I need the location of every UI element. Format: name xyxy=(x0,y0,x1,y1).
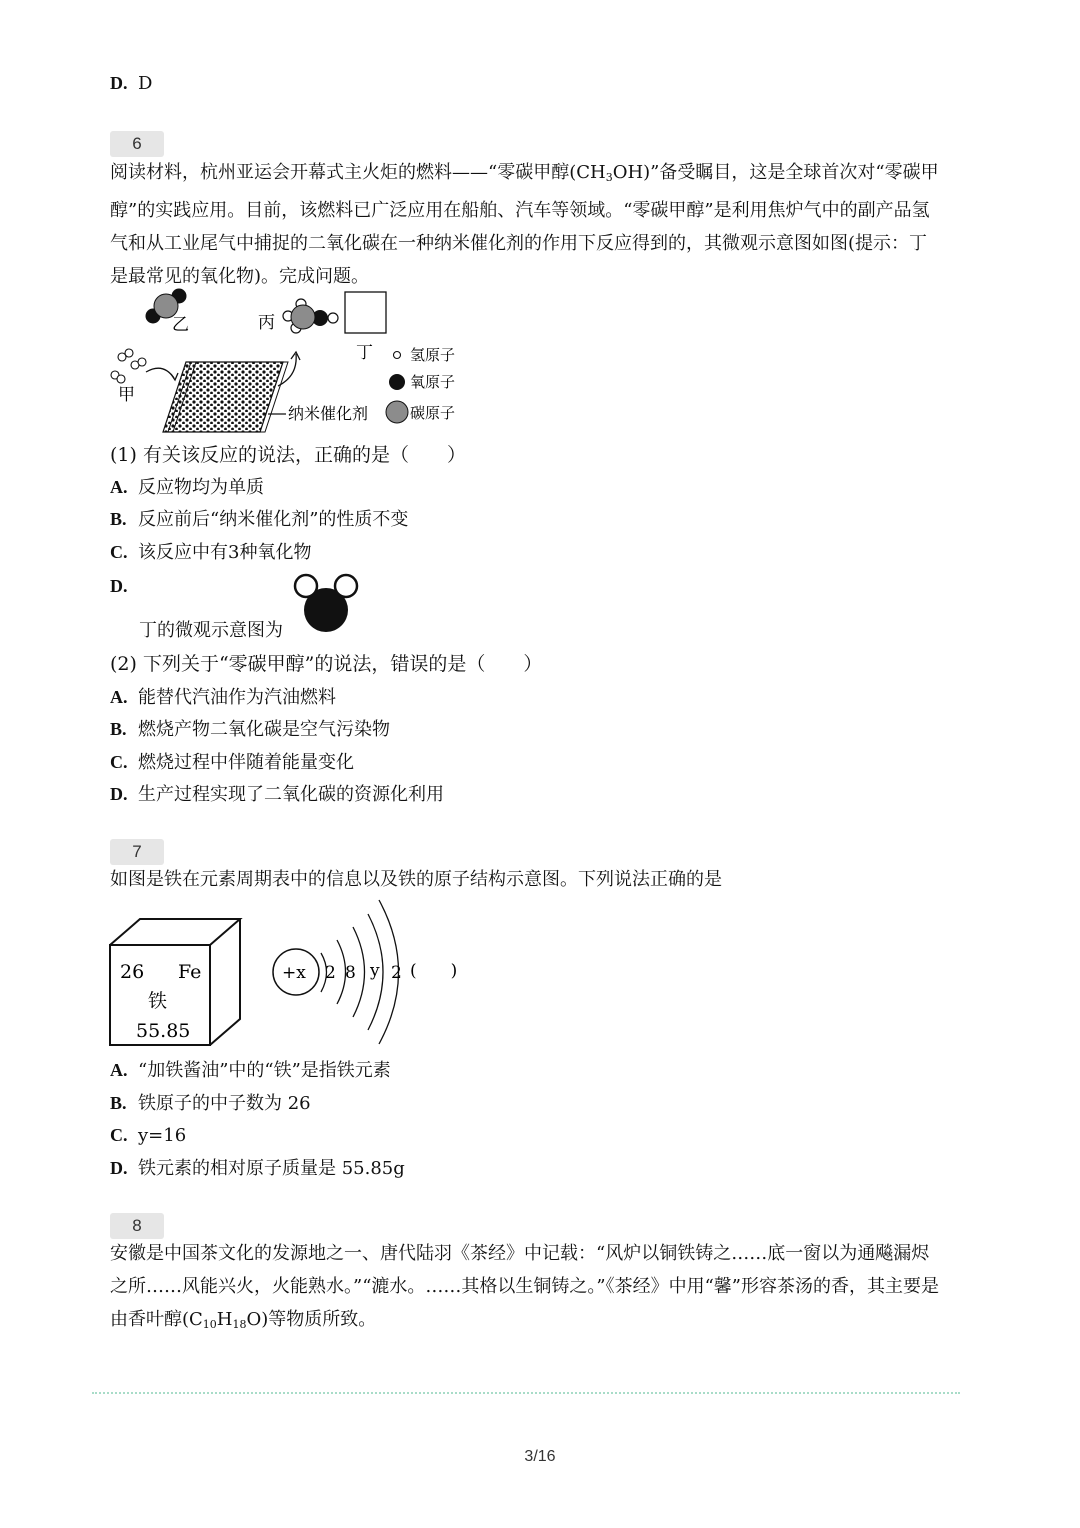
nucleus-charge: +x xyxy=(282,963,306,983)
shell-2: 8 xyxy=(345,963,356,983)
q6-reaction-diagram xyxy=(108,286,478,436)
ding-box xyxy=(345,292,386,333)
q8-subscript: 18 xyxy=(232,1318,247,1331)
option-text: 反应物均为单质 xyxy=(138,477,264,498)
q6-paragraph xyxy=(110,156,940,293)
element-mass: 55.85 xyxy=(136,1020,191,1042)
shell-3: y xyxy=(370,961,380,981)
molecule-jia xyxy=(111,349,146,383)
option-letter: D. xyxy=(110,784,128,804)
option-text: 燃烧过程中伴随着能量变化 xyxy=(138,752,354,773)
q6-sub2-option-a xyxy=(110,686,336,709)
option-letter: A. xyxy=(110,1060,128,1080)
label-jia: 甲 xyxy=(118,385,135,405)
arrow-in xyxy=(146,368,174,378)
label-yi: 乙 xyxy=(172,315,189,335)
label-ding: 丁 xyxy=(356,343,373,363)
molecule-bing xyxy=(283,299,338,333)
q6-sub2-option-c xyxy=(110,751,354,774)
page-divider xyxy=(92,1392,960,1394)
q8-subscript: 10 xyxy=(202,1318,217,1331)
q7-option-b xyxy=(110,1092,311,1115)
question-number-7: 7 xyxy=(110,839,164,865)
q6-subscript: 3 xyxy=(605,171,613,184)
question-number-6: 6 xyxy=(110,131,164,157)
option-text: 该反应中有3种氧化物 xyxy=(138,542,312,563)
q7-option-c xyxy=(110,1124,186,1147)
q6-sub1-option-a xyxy=(110,476,264,499)
arrow-in-head xyxy=(171,373,178,380)
answer-paren: ( ) xyxy=(410,961,458,981)
option-letter: A. xyxy=(110,477,128,497)
shell-4: 2 xyxy=(391,963,402,983)
q7-option-a xyxy=(110,1059,391,1082)
legend-oxygen: 氧原子 xyxy=(410,373,456,391)
option-letter: D. xyxy=(110,576,128,596)
question-number-8: 8 xyxy=(110,1213,164,1239)
option-letter: B. xyxy=(110,1093,127,1113)
option-text: 铁原子的中子数为 26 xyxy=(138,1093,311,1114)
q8-paragraph xyxy=(110,1237,940,1341)
legend-hydrogen-symbol xyxy=(394,352,401,359)
option-letter: C. xyxy=(110,542,128,562)
q7-iron-diagram xyxy=(108,896,488,1050)
element-name: 铁 xyxy=(148,990,168,1012)
option-letter: D. xyxy=(110,1158,128,1178)
option-letter: C. xyxy=(110,752,128,772)
catalyst-top xyxy=(163,362,283,432)
option-letter: A. xyxy=(110,687,128,707)
q8-text-part: H xyxy=(216,1309,233,1330)
option-text: y=16 xyxy=(138,1125,187,1146)
option-letter: D. xyxy=(110,73,128,93)
label-bing: 丙 xyxy=(258,313,275,333)
q6-sub1-option-d xyxy=(110,575,138,598)
q6-text-part: OH)”备受瞩目，这是全球首次对“零碳甲醇”的实践应用。目前，该燃料已广泛应用在船舶、汽车等领域。“零碳甲醇”是利用焦炉气中的副产品氢气和从工业尾气中捕捉的二氧化碳在一种纳米催化剂的作用下反应得到的，其微观示意图如图(提示：丁是最常见的氧化物)。完成问题。 xyxy=(110,162,939,287)
q8-text-part: 安徽是中国茶文化的发源地之一、唐代陆羽《茶经》中记载：“风炉以铜铁铸之……底一窗以为通飚漏烬之所……风能兴火，火能熟水。”“漉水。……其格以生铜铸之。”《茶经》中用“馨”形容茶汤的香，其主要是由香叶醇(C xyxy=(110,1243,940,1330)
legend-hydrogen: 氢原子 xyxy=(410,346,456,364)
option-letter: B. xyxy=(110,509,127,529)
option-text: “加铁酱油”中的“铁”是指铁元素 xyxy=(138,1060,391,1081)
shell-1: 2 xyxy=(325,963,336,983)
q6-sub1-option-b xyxy=(110,508,408,531)
prev-option-d xyxy=(110,72,152,95)
q6-text-part: 阅读材料，杭州亚运会开幕式主火炬的燃料——“零碳甲醇(CH xyxy=(110,162,606,183)
legend-carbon: 碳原子 xyxy=(410,404,456,422)
q8-text-part: O)等物质所致。 xyxy=(246,1309,377,1330)
q6-sub2-stem: (2) 下列关于“零碳甲醇”的说法，错误的是（ ） xyxy=(110,653,543,675)
label-catalyst: 纳米催化剂 xyxy=(288,404,369,423)
q6-sub1-option-c xyxy=(110,541,311,564)
option-text: 反应前后“纳米催化剂”的性质不变 xyxy=(138,509,409,530)
element-number: 26 xyxy=(120,961,145,983)
q7-option-d xyxy=(110,1157,405,1180)
q6-sub2-option-d xyxy=(110,783,444,806)
q6-sub1-stem: (1) 有关该反应的说法，正确的是（ ） xyxy=(110,444,466,466)
water-molecule-diagram xyxy=(292,570,362,638)
option-text: D xyxy=(138,73,153,94)
option-letter: C. xyxy=(110,1125,128,1145)
element-symbol: Fe xyxy=(178,961,202,983)
legend-oxygen-symbol xyxy=(389,374,405,390)
option-text: 能替代汽油作为汽油燃料 xyxy=(138,687,336,708)
option-text: 铁元素的相对原子质量是 55.85g xyxy=(138,1158,405,1179)
q6-sub2-option-b xyxy=(110,718,390,741)
option-letter: B. xyxy=(110,719,127,739)
q6-sub1-option-d-text: 丁的微观示意图为 xyxy=(139,620,283,641)
q7-stem: 如图是铁在元素周期表中的信息以及铁的原子结构示意图。下列说法正确的是 xyxy=(110,869,722,890)
option-text: 生产过程实现了二氧化碳的资源化利用 xyxy=(138,784,444,805)
page-number: 3/16 xyxy=(524,1448,556,1465)
legend-carbon-symbol xyxy=(386,401,408,423)
option-text: 燃烧产物二氧化碳是空气污染物 xyxy=(138,719,390,740)
